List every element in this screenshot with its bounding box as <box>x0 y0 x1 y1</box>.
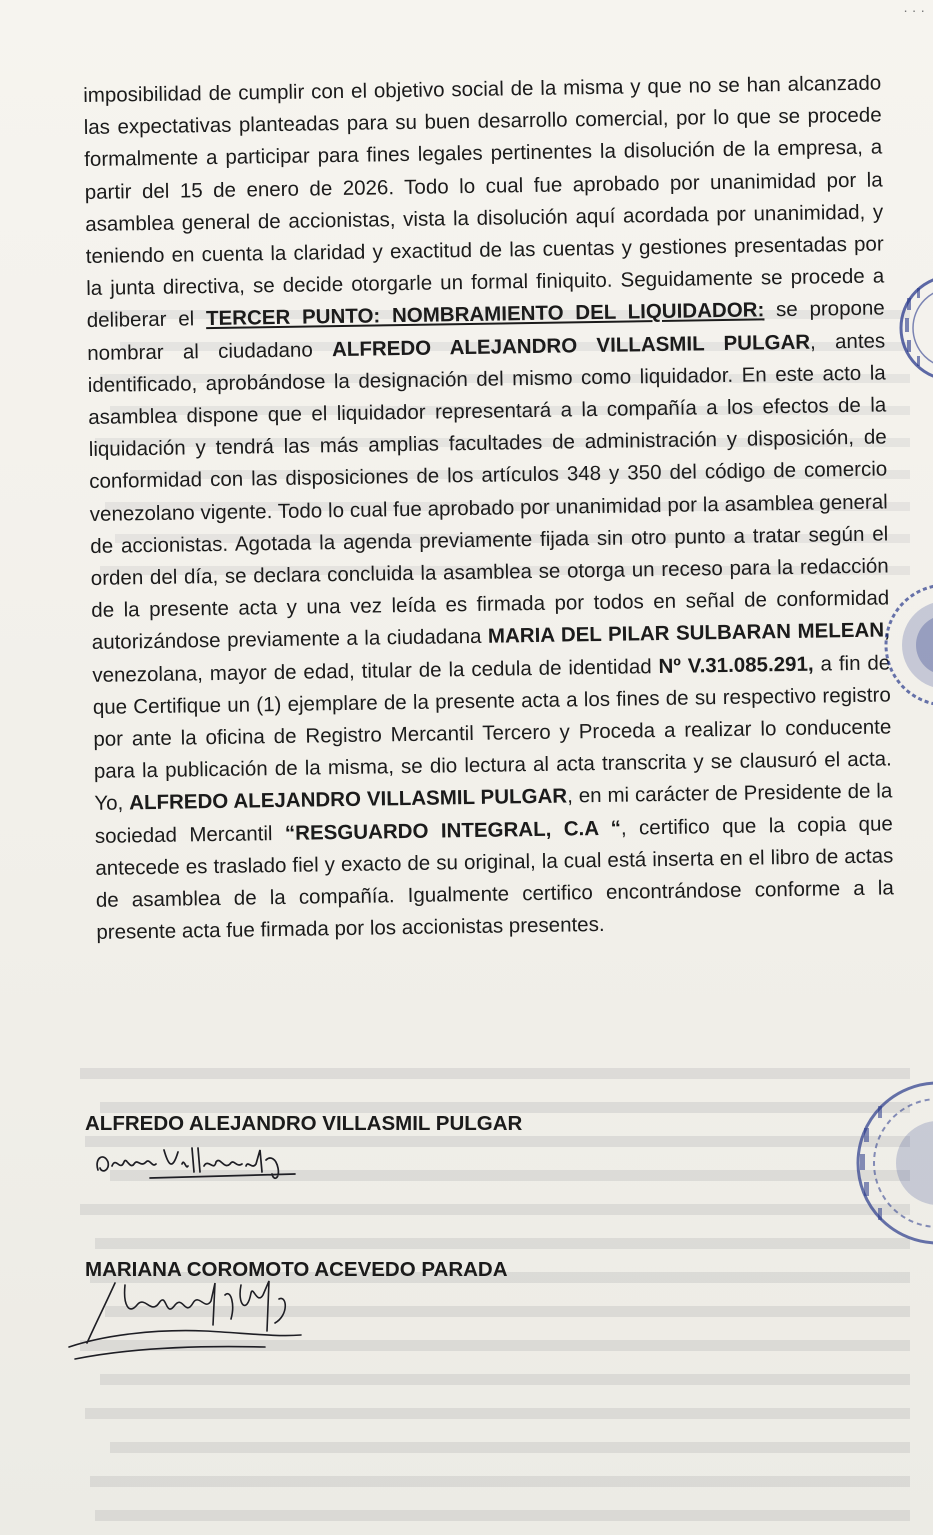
signatory-name-1: ALFREDO ALEJANDRO VILLASMIL PULGAR <box>85 1112 523 1135</box>
text-segment-5: a fin de que Certifique un (1) ejemplare de la presente acta a los fines de su respectivo registro por ante la oficina de Registro Mercantil Tercero y Proceda a realizar lo conducente para la publicación de la misma, se dio lectura al acta transcrita y se clausuró el acta. Yo, <box>92 651 892 816</box>
agenda-heading-third-point: TERCER PUNTO: NOMBRAMIENTO DEL LIQUIDADOR: <box>205 298 765 331</box>
text-segment-7: , certifico que la copia que antecede es traslado fiel y exacto de su original, la cual está inserta en el libro de actas de asamblea de la compañía. Igualmente certifico encontrándose conforme a la presente acta fue firmada por los accionistas presentes. <box>95 812 894 945</box>
handwritten-signature-2 <box>65 1275 305 1375</box>
registry-stamp-2 <box>876 560 933 730</box>
authorized-citizen-name: MARIA DEL PILAR SULBARAN MELEAN, <box>487 618 890 649</box>
registry-stamp-1 <box>893 238 933 418</box>
president-name: ALFREDO ALEJANDRO VILLASMIL PULGAR <box>128 784 568 815</box>
minutes-paragraph <box>83 67 895 949</box>
text-segment-2: se propone nombrar al ciudadano <box>87 296 885 365</box>
signatory-name-2: MARIANA COROMOTO ACEVEDO PARADA <box>85 1258 508 1281</box>
text-segment-3: , antes identificado, aprobándose la designación del mismo como liquidador. En este acto la asamblea dispone que el liquidador representará a la compañía a los efectos de la liquidación y tendrá las más amplias facultades de administración y disposición, de conformidad con las disposiciones de los artículos 348 y 350 del código de comercio venezolano vigente. Todo lo cual fue aprobado por unanimidad por la asamblea general de accionistas. Agotada la agenda previamente fijada sin otro punto a tratar según el orden del día, se declara concluida la asamblea se otorga un receso para la redacción de la presente acta y una vez leída es firmada por todos en señal de conformidad autorizándose previamente a la ciudadana <box>87 329 890 655</box>
handwritten-signature-1 <box>90 1138 300 1183</box>
minutes-body <box>83 67 895 949</box>
liquidator-name: ALFREDO ALEJANDRO VILLASMIL PULGAR <box>331 330 811 361</box>
corner-mark: · · · <box>903 2 925 18</box>
text-segment-4: venezolana, mayor de edad, titular de la cedula de identidad <box>92 654 659 687</box>
text-segment-6: , en mi carácter de Presidente de la sociedad Mercantil <box>94 779 893 848</box>
id-number: Nº V.31.085.291, <box>658 652 814 678</box>
company-name: “RESGUARDO INTEGRAL, C.A “ <box>284 816 622 845</box>
text-segment-1: imposibilidad de cumplir con el objetivo social de la misma y que no se han alcanzado las expectativas planteadas para su buen desarrollo comercial, por lo que se procede formalmente a participar para fines legales pertinentes la disolución de la empresa, a partir del 15 de enero de 2026. Todo lo cual fue aprobado por unanimidad por la asamblea general de accionistas, vista la disolución aquí acordada por unanimidad, y teniendo en cuenta la claridad y exactitud de las cuentas y gestiones presentadas por la junta directiva, se decide otorgarle un formal finiquito. Seguidamente se procede a deliberar el <box>83 71 885 333</box>
registry-stamp-3 <box>838 1058 933 1268</box>
